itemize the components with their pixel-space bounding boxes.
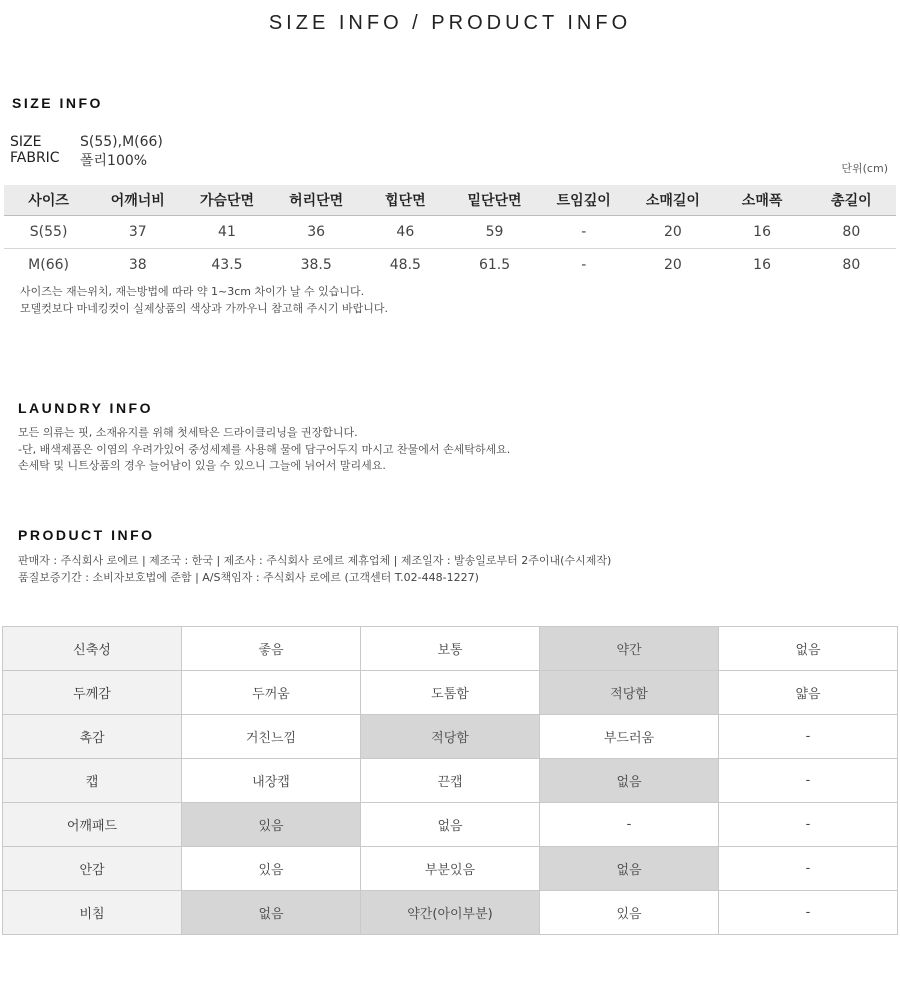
table-cell: M(66) [28, 257, 69, 273]
fabric-option: 부드러움 [540, 715, 719, 759]
fabric-option: 부분있음 [361, 847, 540, 891]
column-header: 어깨너비 [93, 185, 182, 216]
laundry-notes [18, 425, 510, 475]
column-header: 사이즈 [4, 185, 93, 216]
fabric-option: 거친느낌 [182, 715, 361, 759]
fabric-option: 적당함 [540, 671, 719, 715]
size-info-heading: SIZE INFO [12, 95, 103, 111]
fabric-row-label: 비침 [3, 891, 182, 935]
fabric-row [3, 759, 898, 803]
table-cell: - [539, 216, 628, 249]
table-cell: - [581, 257, 587, 273]
fabric-label: FABRIC [10, 150, 60, 166]
fabric-option: 있음 [182, 847, 361, 891]
size-label: SIZE [10, 134, 42, 150]
table-cell: 59 [450, 216, 539, 249]
column-header: 밑단단면 [450, 185, 539, 216]
fabric-option: 도톰함 [361, 671, 540, 715]
size-note-line: 사이즈는 재는위치, 재는방법에 따라 약 1~3cm 차이가 날 수 있습니다. [20, 285, 365, 298]
fabric-option: 있음 [182, 803, 361, 847]
table-cell: S(55) [4, 216, 93, 249]
fabric-option: - [719, 715, 898, 759]
fabric-row [3, 627, 898, 671]
unit-label: 단위(cm) [841, 162, 888, 175]
table-cell: 38.5 [300, 257, 332, 273]
table-cell: 48.5 [389, 257, 421, 273]
column-header: 힙단면 [361, 185, 450, 216]
size-table-header [4, 185, 896, 216]
fabric-row-label: 두께감 [3, 671, 182, 715]
fabric-option: 약간(아이부분) [361, 891, 540, 935]
column-header: 소매길이 [628, 185, 717, 216]
column-header: 가슴단면 [182, 185, 271, 216]
fabric-property-table [2, 626, 898, 935]
product-info-heading: PRODUCT INFO [18, 527, 155, 543]
size-table [4, 185, 896, 281]
table-cell: 61.5 [478, 257, 511, 273]
fabric-option: 없음 [182, 891, 361, 935]
fabric-row [3, 715, 898, 759]
size-note-line: 모델컷보다 마네킹컷이 실제상품의 색상과 가까우니 참고해 주시기 바랍니다. [20, 301, 389, 315]
size-value: S(55),M(66) [80, 134, 163, 150]
fabric-option: - [719, 891, 898, 935]
laundry-line: 손세탁 및 니트상품의 경우 늘어남이 있을 수 있으니 그늘에 뉘어서 말리세요. [18, 459, 386, 472]
fabric-option: 있음 [540, 891, 719, 935]
fabric-row-label: 어깨패드 [3, 803, 182, 847]
table-cell: 16 [753, 257, 771, 273]
fabric-row-label: 캡 [3, 759, 182, 803]
table-cell: 37 [93, 216, 182, 249]
table-cell: 16 [718, 216, 807, 249]
fabric-value: 폴리100% [80, 153, 148, 169]
fabric-option: 얇음 [719, 671, 898, 715]
laundry-info-heading: LAUNDRY INFO [18, 400, 153, 416]
page-title: SIZE INFO / PRODUCT INFO [268, 12, 632, 34]
fabric-option: 없음 [361, 803, 540, 847]
product-line: 판매자 : 주식회사 로에르 | 제조국 : 한국 | 제조사 : 주식회사 로에르 제휴업체 | 제조일자 : 발송일로부터 2주이내(수시제작) [18, 554, 612, 567]
table-cell: 43.5 [211, 257, 243, 273]
fabric-option: 보통 [361, 627, 540, 671]
product-line: 품질보증기간 : 소비자보호법에 준함 | A/S책임자 : 주식회사 로에르 (고객센터 T.02-448-1227) [18, 570, 479, 584]
fabric-option: - [540, 803, 719, 847]
product-notes [18, 553, 611, 586]
column-header: 소매폭 [718, 185, 807, 216]
fabric-row [3, 671, 898, 715]
fabric-option: 약간 [540, 627, 719, 671]
table-cell: 36 [272, 216, 361, 249]
fabric-row [3, 803, 898, 847]
table-cell: 20 [628, 216, 717, 249]
fabric-option: - [719, 847, 898, 891]
fabric-option: 없음 [540, 759, 719, 803]
fabric-option: - [719, 803, 898, 847]
fabric-option: 두꺼움 [182, 671, 361, 715]
size-notes [20, 284, 388, 317]
table-cell: 41 [182, 216, 271, 249]
column-header: 총길이 [807, 185, 896, 216]
column-header: 트임깊이 [539, 185, 628, 216]
fabric-option: 끈캡 [361, 759, 540, 803]
fabric-option: 없음 [540, 847, 719, 891]
laundry-line: 모든 의류는 핏, 소재유지를 위해 첫세탁은 드라이클리닝을 권장합니다. [18, 426, 358, 439]
table-cell: 20 [663, 257, 682, 273]
fabric-row-label: 촉감 [3, 715, 182, 759]
table-cell: 80 [807, 216, 896, 249]
table-cell: 46 [361, 216, 450, 249]
fabric-option: 적당함 [361, 715, 540, 759]
table-cell: 80 [842, 257, 861, 273]
fabric-row-label: 안감 [3, 847, 182, 891]
fabric-row [3, 891, 898, 935]
table-cell: 38 [128, 257, 147, 273]
fabric-option: - [719, 759, 898, 803]
fabric-option: 없음 [719, 627, 898, 671]
column-header: 허리단면 [272, 185, 361, 216]
laundry-line: -단, 배색제품은 이염의 우려가있어 중성세제를 사용해 물에 담구어두지 마시고 찬물에서 손세탁하세요. [18, 442, 511, 456]
fabric-row-label: 신축성 [3, 627, 182, 671]
fabric-option: 좋음 [182, 627, 361, 671]
table-row [4, 216, 896, 249]
fabric-option: 내장캡 [182, 759, 361, 803]
fabric-row [3, 847, 898, 891]
table-row [4, 249, 896, 282]
